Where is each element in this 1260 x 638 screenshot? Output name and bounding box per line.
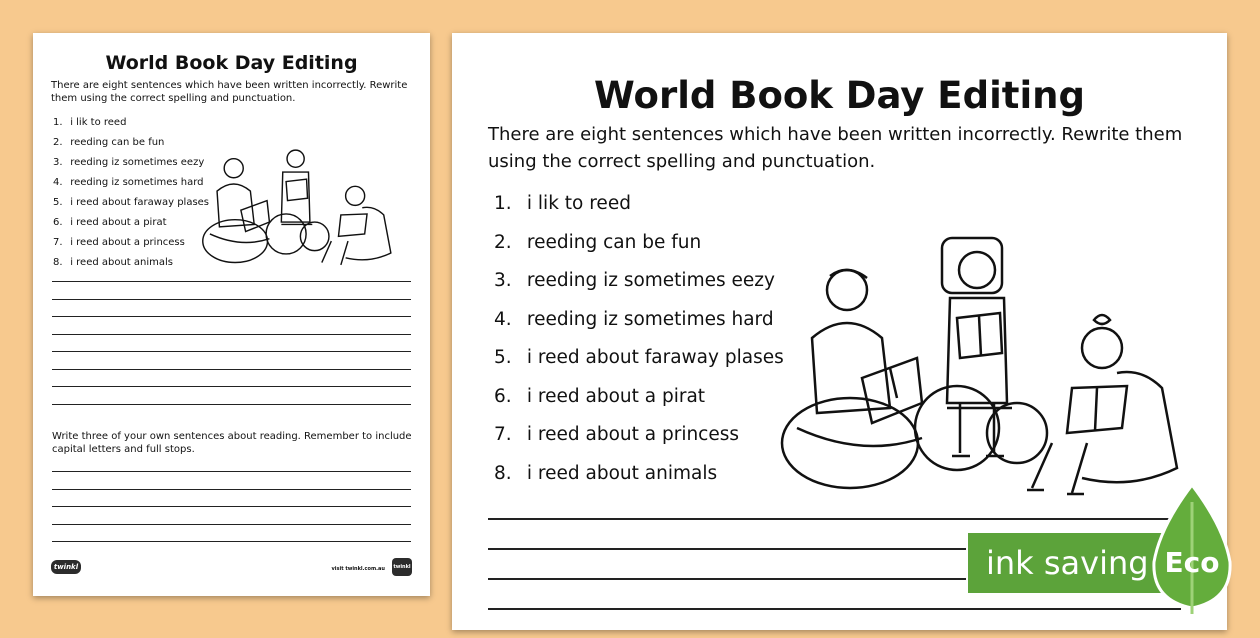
sentence-item: 8. i reed about animals <box>494 462 718 484</box>
twinkl-badge-icon: twinkl <box>392 558 412 576</box>
sentence-item: 4. reeding iz sometimes hard <box>494 308 774 330</box>
sentence-item: 1. i lik to reed <box>494 193 631 214</box>
sentence-item: 4. reeding iz sometimes hard <box>53 177 204 188</box>
children-reading-illustration <box>198 133 398 273</box>
sentence-item: 3. reeding iz sometimes eezy <box>494 270 775 291</box>
twinkl-logo: twinkl <box>51 560 81 574</box>
page-title: World Book Day Editing <box>594 74 1085 117</box>
sentence-item: 7. i reed about a princess <box>494 424 740 445</box>
instructions-own-sentences: Write three of your own sentences about reading. Remember to include capital letters and full stops. <box>52 431 412 455</box>
own-sentence-lines <box>52 471 411 559</box>
sentence-item: 5. i reed about faraway plases <box>494 347 784 368</box>
sentence-item: 7. i reed about a princess <box>53 237 185 248</box>
instructions: There are eight sentences which have been written incorrectly. Rewrite them using the correct spelling and punctuation. <box>51 80 408 104</box>
worksheet-thumbnail <box>33 33 430 596</box>
sentence-item: 3. reeding iz sometimes eezy <box>53 157 205 168</box>
sentence-item: 1. i lik to reed <box>53 117 127 128</box>
sentence-item: 6. i reed about a pirat <box>53 217 167 228</box>
eco-leaf-icon <box>1140 482 1245 617</box>
sentence-item: 8. i reed about animals <box>53 257 173 268</box>
footer-url: visit twinkl.com.au <box>331 566 385 572</box>
sentence-item: 5. i reed about faraway plases <box>53 197 210 208</box>
ink-saving-label: ink saving <box>986 544 1149 582</box>
sentence-list <box>494 185 784 493</box>
sentence-item: 6. i reed about a pirat <box>494 385 706 407</box>
page-title: World Book Day Editing <box>105 52 358 74</box>
eco-label: Eco <box>1164 546 1220 579</box>
children-reading-illustration <box>772 228 1192 498</box>
sentence-item: 2. reeding can be fun <box>494 231 702 253</box>
sentence-item: 2. reeding can be fun <box>53 137 165 148</box>
answer-lines <box>52 281 411 421</box>
instructions: There are eight sentences which have been written incorrectly. Rewrite them using the correct spelling and punctuation. <box>488 124 1183 172</box>
